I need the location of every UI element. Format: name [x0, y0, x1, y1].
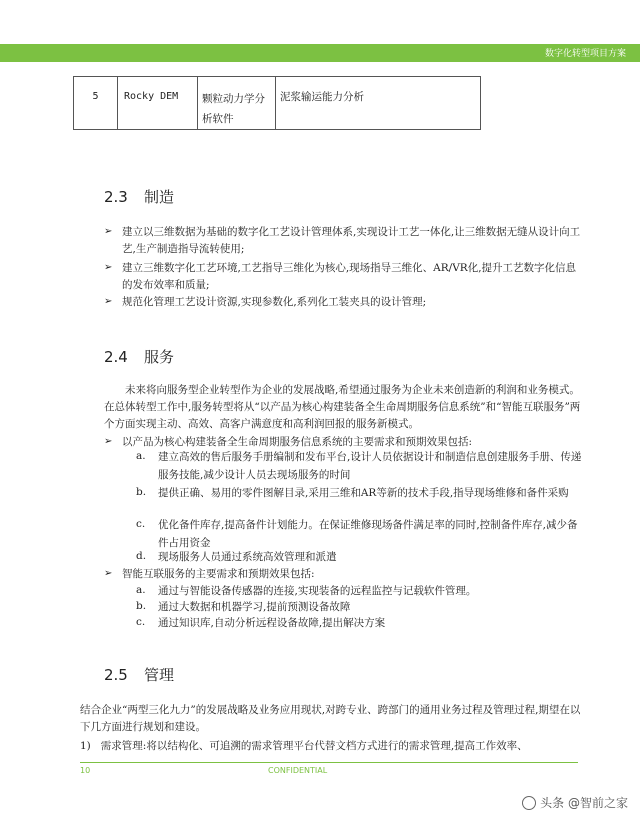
- software-table: [73, 76, 481, 130]
- sub-mark: b.: [136, 486, 147, 498]
- sub-mark: b.: [136, 600, 147, 612]
- watermark-text: 头条 @智前之家: [540, 796, 628, 810]
- table-cell-index: 5: [74, 77, 118, 130]
- arrow-bullet-icon: ➢: [104, 226, 113, 237]
- table-cell-usage: 泥浆输运能力分析: [276, 77, 481, 130]
- sub-item: 通过大数据和机器学习,提前预测设备故障: [158, 601, 351, 613]
- section-number: 2.5: [104, 666, 128, 684]
- section-intro: 结合企业“两型三化九力”的发展战略及业务应用现状,对跨专业、跨部门的通用业务过程及管理过程,期望在以下几方面进行规划和建设。: [80, 704, 581, 733]
- section-heading-2-4: [104, 346, 174, 367]
- sub-mark: c.: [136, 518, 146, 530]
- arrow-bullet-icon: ➢: [104, 436, 113, 447]
- sub-item: 建立高效的售后服务手册编制和发布平台,设计人员依据设计和制造信息创建服务手册、传递服务技能,减少设计人员去现场服务的时间: [158, 451, 582, 481]
- table-row: [74, 77, 481, 130]
- section-heading-2-3: [104, 186, 174, 207]
- arrow-bullet-icon: ➢: [104, 568, 113, 579]
- section-number: 2.3: [104, 188, 128, 206]
- table-cell-name: Rocky DEM: [118, 77, 198, 130]
- section-title: 制造: [144, 188, 175, 206]
- footer-divider: [80, 762, 578, 763]
- sub-mark: d.: [136, 550, 147, 562]
- sub-mark: a.: [136, 584, 146, 596]
- confidential-label: CONFIDENTIAL: [268, 766, 328, 775]
- arrow-bullet-icon: ➢: [104, 296, 113, 307]
- arrow-bullet-icon: ➢: [104, 262, 113, 273]
- sub-item: 通过与智能设备传感器的连接,实现装备的远程监控与记载软件管理。: [158, 585, 477, 597]
- watermark-logo-icon: [522, 796, 536, 810]
- sub-item: 现场服务人员通过系统高效管理和派遣: [158, 551, 337, 563]
- list-item: 建立以三维数据为基础的数字化工艺设计管理体系,实现设计工艺一体化,让三维数据无缝从设计向工艺,生产制造指导流转使用;: [122, 226, 581, 255]
- list-item: 智能互联服务的主要需求和预期效果包括:: [122, 568, 315, 580]
- sub-mark: c.: [136, 616, 146, 628]
- section-number: 2.4: [104, 348, 128, 366]
- sub-mark: a.: [136, 450, 146, 462]
- page-number: 10: [80, 766, 91, 775]
- list-item: 建立三维数字化工艺环境,工艺指导三维化为核心,现场指导三维化、AR/VR化,提升工艺数字化信息的发布效率和质量;: [122, 262, 577, 291]
- section-heading-2-5: [104, 664, 174, 685]
- table-cell-category: 颗粒动力学分析软件: [198, 77, 276, 130]
- section-title: 管理: [144, 666, 175, 684]
- doc-title: 数字化转型项目方案: [544, 49, 626, 59]
- numbered-item: 1) 需求管理:将以结构化、可追溯的需求管理平台代替文档方式进行的需求管理,提高工作效率、: [80, 740, 528, 752]
- list-item: 规范化管理工艺设计资源,实现参数化,系列化工装夹具的设计管理;: [122, 296, 427, 308]
- sub-item: 通过知识库,自动分析远程设备故障,提出解决方案: [158, 617, 386, 629]
- watermark: [522, 794, 628, 811]
- section-intro: 未来将向服务型企业转型作为企业的发展战略,希望通过服务为企业未来创造新的利润和业务模式。在总体转型工作中,服务转型将从“以产品为核心构建装备全生命周期服务信息系统”和“智能互联服务”两个方面实现主动、高效、高客户满意度和高利润回报的服务新模式。: [104, 384, 581, 430]
- sub-item: 优化备件库存,提高备件计划能力。在保证维修现场备件满足率的同时,控制备件库存,减少备件占用资金: [158, 519, 578, 549]
- sub-item: 提供正确、易用的零件图解目录,采用三维和AR等新的技术手段,指导现场维修和备件采购: [158, 487, 569, 499]
- header-bar: [0, 44, 640, 62]
- section-title: 服务: [144, 348, 175, 366]
- list-item: 以产品为核心构建装备全生命周期服务信息系统的主要需求和预期效果包括:: [122, 436, 473, 448]
